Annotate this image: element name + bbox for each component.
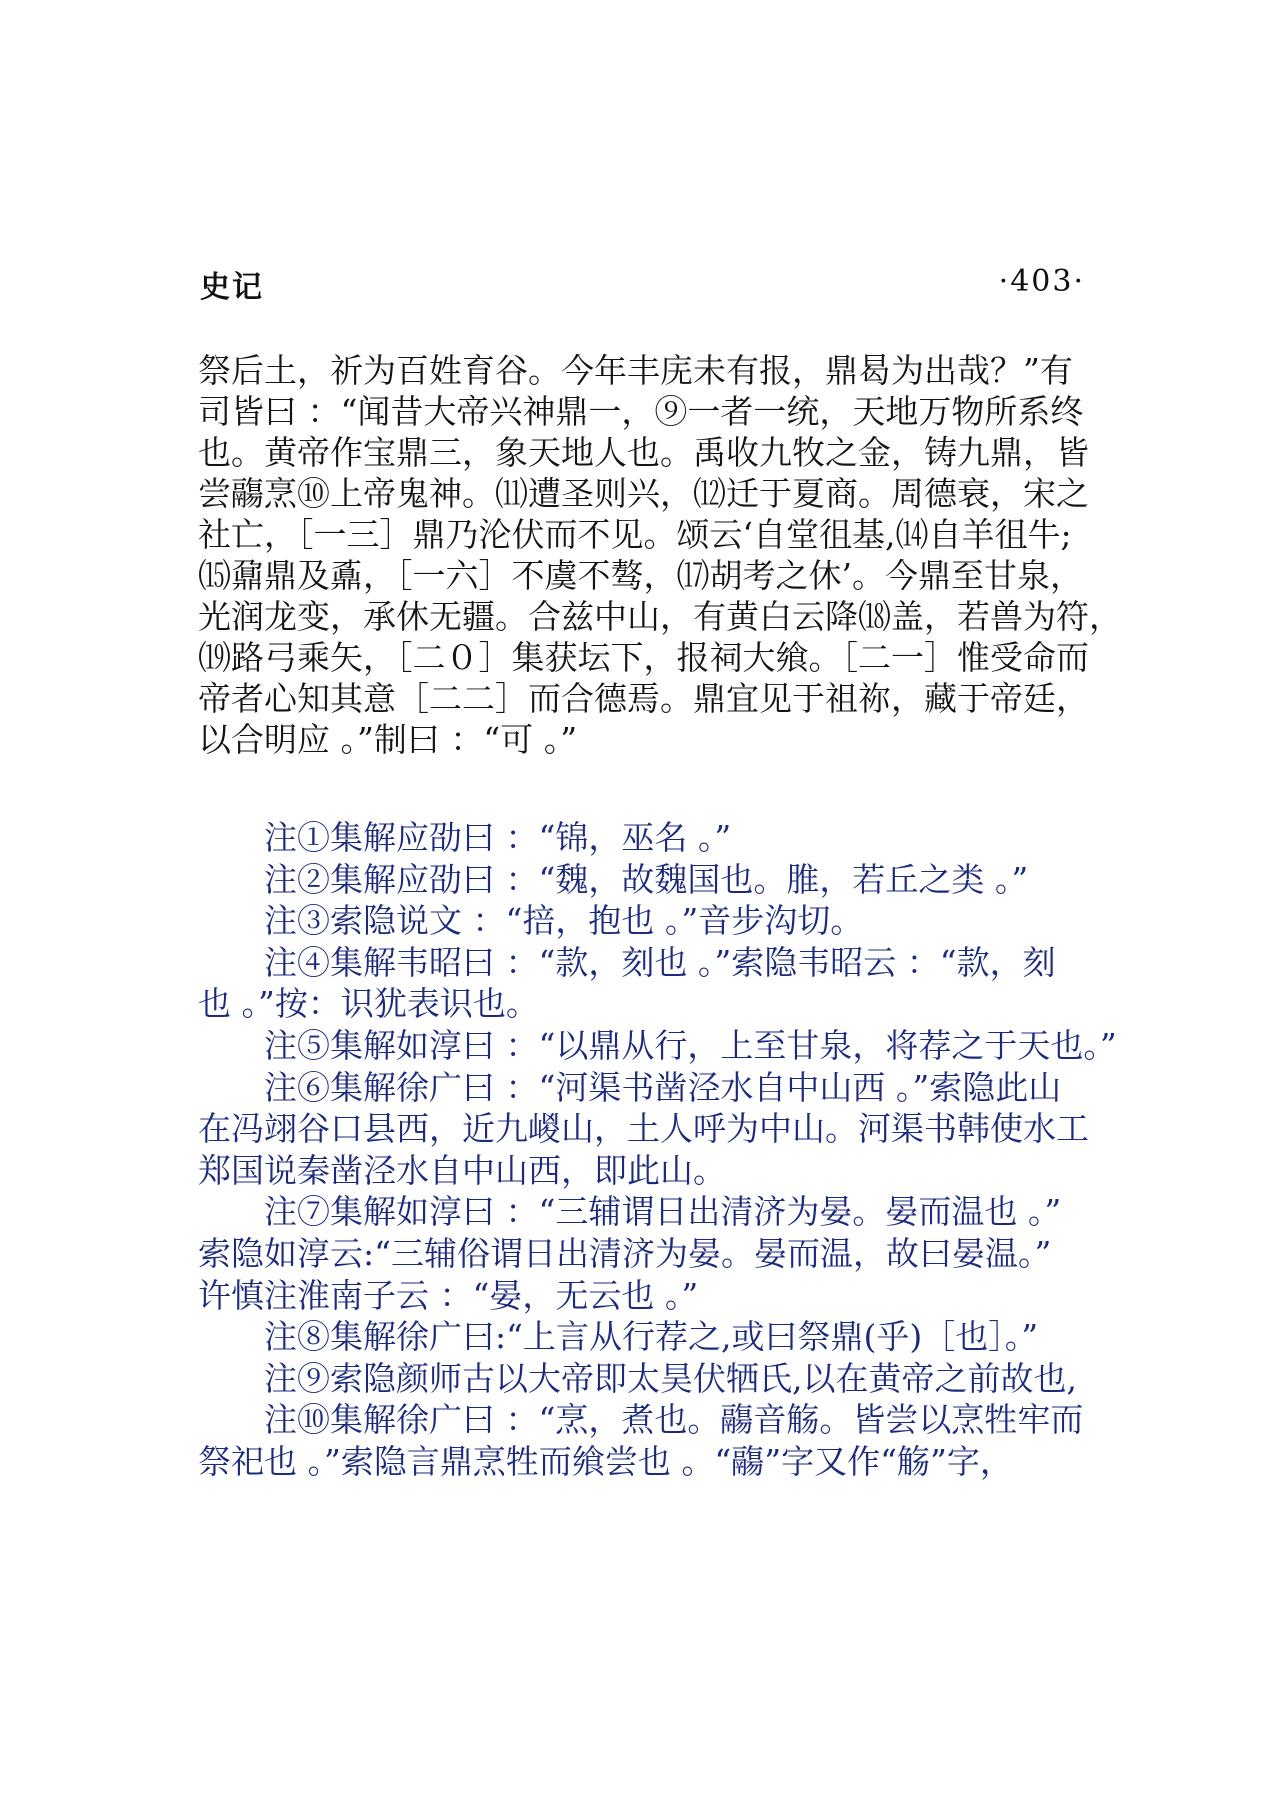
note-line: 注⑩集解徐广曰 ：“烹，煮也。鬺音觞。皆尝以烹牲牢而 [264,1400,1084,1440]
note-line: 也 。”按：识犹表识也。 [198,984,539,1024]
main-text-line: 社亡，［一三］鼎乃沦伏而不见。颂云‘自堂徂基,⒁自羊徂牛; [198,515,1072,554]
note-line: 祭祀也 。”索隐言鼎烹牲而飨尝也 。“鬺”字又作“觞”字， [198,1441,1013,1481]
note-line: 注③索隐说文 ：“掊，抱也 。”音步沟切。 [264,901,864,941]
main-text-line: 司皆曰 ：“闻昔大帝兴神鼎一，⑨一者一统，天地万物所系终 [198,392,1084,431]
main-text-line: 尝鬺烹⑩上帝鬼神。⑾遭圣则兴，⑿迁于夏商。周德衰，宋之 [198,474,1089,513]
note-line: 注④集解韦昭曰 ：“款，刻也 。”索隐韦昭云 ：“款，刻 [264,942,1056,982]
main-text [198,350,1122,760]
note-line: 注⑤集解如淳曰 ：“以鼎从行，上至甘泉，将荐之于天也。” [264,1025,1117,1065]
note-line: 注①集解应劭曰 ：“锦，巫名 。” [264,818,732,857]
main-text-line: 也。黄帝作宝鼎三，象天地人也。禹收九牧之金，铸九鼎，皆 [198,433,1089,472]
main-text-line: 祭后土，祈为百姓育谷。今年丰庑未有报，鼎曷为出哉？”有 [198,351,1073,390]
note-line: 注⑦集解如淳曰 ：“三辅谓日出清济为晏。晏而温也 。” [264,1192,1062,1232]
main-text-line: 以合明应 。”制曰 ：“可 。” [198,720,578,759]
note-line: 索隐如淳云:“三辅俗谓日出清济为晏。晏而温，故曰晏温。” [198,1233,1052,1273]
note-line: 在冯翊谷口县西，近九嵕山，土人呼为中山。河渠书韩使水工 [198,1109,1089,1149]
note-line: 许慎注淮南子云 ：“晏，无云也 。” [198,1275,699,1315]
book-title: 史记 [200,270,264,305]
note-line: 注②集解应劭曰 ：“魏，故魏国也。脽，若丘之类 。” [264,859,1029,899]
note-line: 郑国说秦凿泾水自中山西，即此山。 [198,1150,726,1190]
annotation-notes [198,817,1117,1483]
page-header [200,262,1085,312]
note-line: 注⑥集解徐广曰 ：“河渠书凿泾水自中山西 。”索隐此山 [264,1067,1062,1107]
main-text-line: 光润龙变，承休无疆。合兹中山，有黄白云降⒅盖，若兽为符， [198,597,1122,636]
note-line: 注⑧集解徐广曰:“上言从行荐之,或曰祭鼎(乎)［也］。” [264,1317,1039,1357]
main-text-line: ⒆路弓乘矢，［二０］集获坛下，报祠大飨。［二一］惟受命而 [198,638,1089,677]
main-text-line: ⒂鼐鼎及鼒，［一六］不虞不骜，⒄胡考之休’。今鼎至甘泉， [198,556,1083,595]
note-line: 注⑨索隐颜师古以大帝即太昊伏牺氏,以在黄帝之前故也, [264,1358,1077,1398]
main-text-line: 帝者心知其意［二二］而合德焉。鼎宜见于祖祢，藏于帝廷， [198,679,1089,718]
page-number: ·403· [998,264,1085,299]
